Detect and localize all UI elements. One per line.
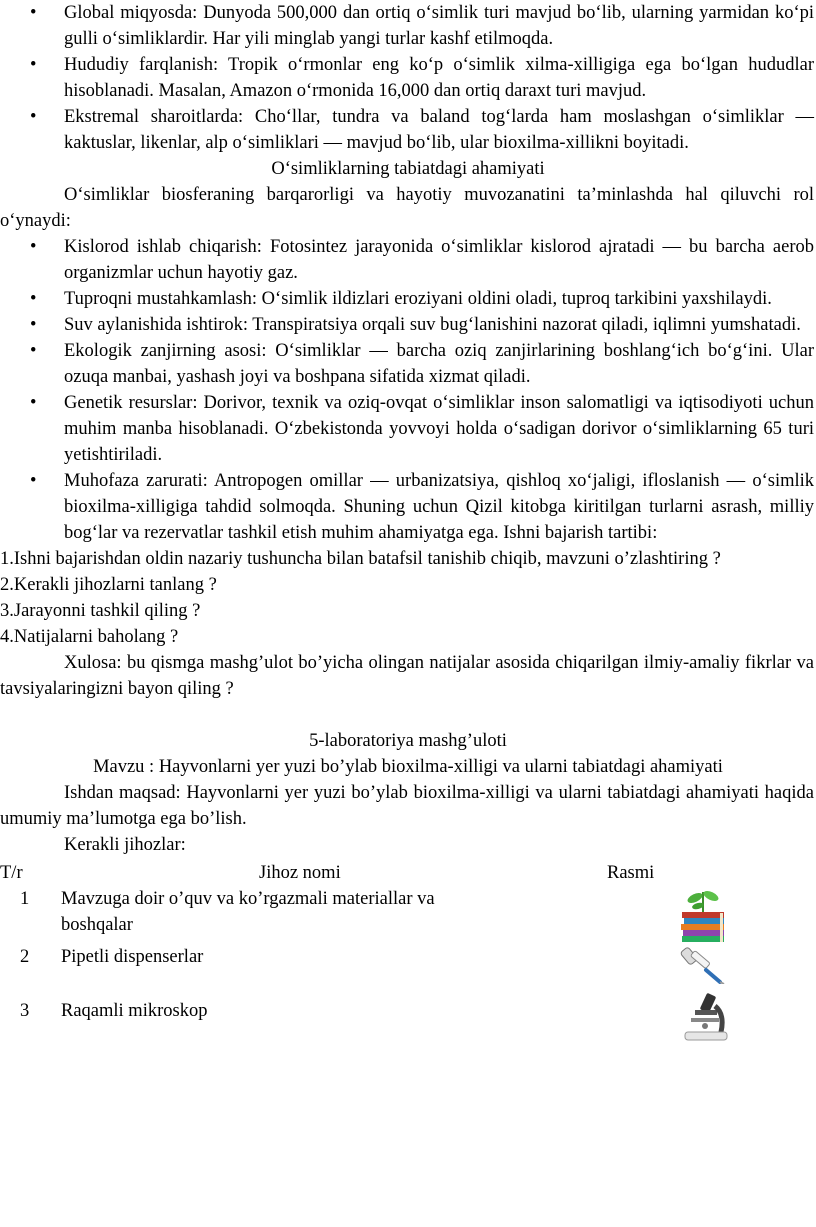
importance-list <box>0 234 816 546</box>
list-item: • Ekologik zanjirning asosi: O‘simliklar — barcha oziq zanjirlarining boshlang‘ich bo‘g‘ini. Ular ozuqa manbai, yashash joyi va boshpana sifatida xizmat qiladi. <box>0 338 816 390</box>
lab-goal: Ishdan maqsad: Hayvonlarni yer yuzi bo’ylab bioxilma-xilligi va ularni tabiatdagi ahamiyati haqida umumiy ma’lumotga ega bo’lish. <box>0 783 814 829</box>
table-row <box>0 886 816 944</box>
list-item: • Suv aylanishida ishtirok: Transpiratsiya orqali suv bug‘lanishini nazorat qiladi, iqlimni yumshatadi. <box>0 312 816 338</box>
list-item: • Global miqyosda: Dunyoda 500,000 dan ortiq o‘simlik turi mavjud bo‘lib, ularning yarmidan ko‘pi gulli o‘simliklardir. Har yili minglab yangi turlar kashf etilmoqda. <box>0 0 816 52</box>
pipette-icon <box>676 944 730 992</box>
list-item: • Tuproqni mustahkamlash: O‘simlik ildizlari eroziyani oldini oladi, tuproq tarkibini yaxshilaydi. <box>0 286 816 312</box>
row-name: Mavzuga doir o’quv va ko’rgazmali materiallar va boshqalar <box>61 889 435 935</box>
list-item: • Genetik resurslar: Dorivor, texnik va oziq-ovqat o‘simliklar inson salomatligi va iqtisodiyoti uchun muhim manba hisoblanadi. O‘zbekistonda yovvoyi holda o‘sadigan dorivor o‘simliklarning 65 turi yetishtiriladi. <box>0 390 816 468</box>
row-name: Pipetli dispenserlar <box>61 947 204 967</box>
lab-title: 5-laboratoriya mashg’uloti <box>309 731 507 751</box>
list-item: • Muhofaza zarurati: Antropogen omillar — urbanizatsiya, qishloq xo‘jaligi, ifloslanish — o‘simlik bioxilma-xilligiga tahdid solmoqda. Shuning uchun Qizil kitobga kiritilgan turlarni asrash, milliy bog‘lar va rezervatlar tashkil etish muhim ahamiyatga ega. Ishni bajarish tartibi: <box>0 468 816 546</box>
list-item: • Hududiy farqlanish: Tropik o‘rmonlar eng ko‘p o‘simlik xilma-xilligiga ega bo‘lgan hududlar hisoblanadi. Masalan, Amazon o‘rmonida 16,000 dan ortiq daraxt turi mavjud. <box>0 52 816 104</box>
row-number: 1 <box>20 889 30 909</box>
step-3: 3.Jarayonni tashkil qiling ? <box>0 601 201 621</box>
list-item: • Ekstremal sharoitlarda: Cho‘llar, tundra va baland tog‘larda ham moslashgan o‘simliklar — kaktuslar, likenlar, alp o‘simliklari — mavjud bo‘lib, ular bioxilma-xillikni boyitadi. <box>0 104 816 156</box>
header-name: Jihoz nomi <box>259 863 341 883</box>
lab-topic: Mavzu : Hayvonlarni yer yuzi bo’ylab bioxilma-xilligi va ularni tabiatdagi ahamiyati <box>93 757 723 777</box>
section-intro: O‘simliklar biosferaning barqarorligi va hayotiy muvozanatini ta’minlashda hal qiluvchi rol o‘ynaydi: <box>0 185 814 231</box>
step-4: 4.Natijalarni baholang ? <box>0 627 179 647</box>
table-row <box>0 944 816 998</box>
step-1: 1.Ishni bajarishdan oldin nazariy tushuncha bilan batafsil tanishib chiqib, mavzuni o’zlashtiring ? <box>0 549 721 569</box>
list-item: • Kislorod ishlab chiqarish: Fotosintez jarayonida o‘simliklar kislorod ajratadi — bu barcha aerob organizmlar uchun hayotiy gaz. <box>0 234 816 286</box>
row-name: Raqamli mikroskop <box>61 1001 208 1021</box>
equipment-label: Kerakli jihozlar: <box>64 835 186 855</box>
section-title: O‘simliklarning tabiatdagi ahamiyati <box>271 159 545 179</box>
blank-line <box>0 702 816 728</box>
step-2: 2.Kerakli jihozlarni tanlang ? <box>0 575 217 595</box>
table-row <box>0 998 816 1054</box>
equipment-table-header <box>0 860 816 886</box>
global-diversity-list <box>0 0 816 156</box>
header-number: T/r <box>0 863 23 883</box>
conclusion-paragraph: Xulosa: bu qismga mashg’ulot bo’yicha olingan natijalar asosida chiqarilgan ilmiy-amaliy fikrlar va tavsiyalaringizni bayon qiling ? <box>0 653 814 699</box>
row-number: 3 <box>20 1001 30 1021</box>
microscope-icon <box>681 992 735 1050</box>
row-number: 2 <box>20 947 30 967</box>
books-plant-icon <box>676 886 730 952</box>
header-picture: Rasmi <box>607 863 655 883</box>
